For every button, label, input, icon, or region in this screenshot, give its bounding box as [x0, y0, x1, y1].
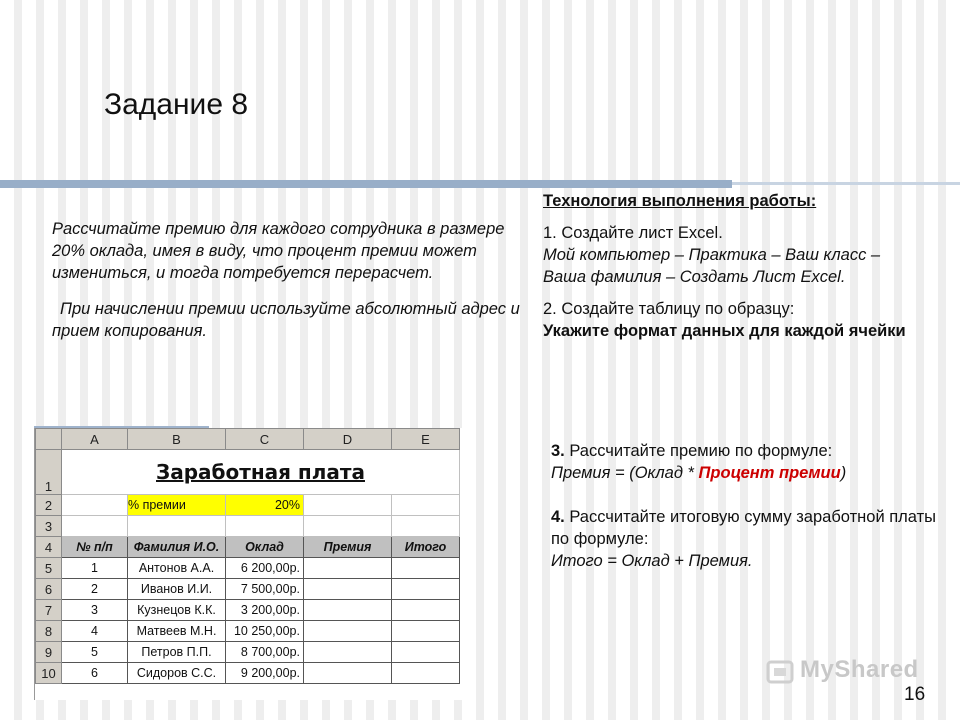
- slide-title: Задание 8: [104, 88, 249, 121]
- task-paragraph-2: При начислении премии используйте абсолютный адрес и прием копирования.: [52, 300, 520, 340]
- cell[interactable]: [392, 495, 460, 516]
- step-2-note: Укажите формат данных для каждой ячейки: [543, 322, 906, 340]
- table-row-number[interactable]: 6: [62, 663, 128, 684]
- table-row-bonus[interactable]: [304, 663, 392, 684]
- table-row-name[interactable]: Сидоров С.С.: [128, 663, 226, 684]
- table-row-salary[interactable]: 6 200,00р.: [226, 558, 304, 579]
- row-header-2[interactable]: 2: [36, 495, 62, 516]
- table-row-name[interactable]: Антонов А.А.: [128, 558, 226, 579]
- table-row-bonus[interactable]: [304, 600, 392, 621]
- table-row-salary[interactable]: 10 250,00р.: [226, 621, 304, 642]
- column-header-a[interactable]: A: [62, 429, 128, 450]
- step-1-title: 1. Создайте лист Excel.: [543, 224, 723, 242]
- watermark-logo-icon: [766, 658, 796, 688]
- step-2-title: 2. Создайте таблицу по образцу:: [543, 300, 795, 318]
- step-3-number: 3.: [551, 442, 565, 460]
- table-row-bonus[interactable]: [304, 642, 392, 663]
- table-row-salary[interactable]: 8 700,00р.: [226, 642, 304, 663]
- table-row-name[interactable]: Иванов И.И.: [128, 579, 226, 600]
- table-row-number[interactable]: 3: [62, 600, 128, 621]
- table-row-total[interactable]: [392, 621, 460, 642]
- step-4-formula: Итого = Оклад + Премия.: [551, 552, 753, 570]
- step-1-path: Мой компьютер – Практика – Ваш класс – Ваша фамилия – Создать Лист Excel.: [543, 246, 881, 286]
- step-4-title: Рассчитайте итоговую сумму заработной платы по формуле:: [551, 508, 937, 548]
- table-row-salary[interactable]: 3 200,00р.: [226, 600, 304, 621]
- cell[interactable]: [62, 495, 128, 516]
- spreadsheet-screenshot: [34, 428, 463, 700]
- table-row-total[interactable]: [392, 579, 460, 600]
- cell[interactable]: [304, 495, 392, 516]
- title-divider-thin: [732, 182, 960, 185]
- table-row-name[interactable]: Матвеев М.Н.: [128, 621, 226, 642]
- table-row-salary[interactable]: 7 500,00р.: [226, 579, 304, 600]
- column-header-c[interactable]: C: [226, 429, 304, 450]
- cell[interactable]: [226, 516, 304, 537]
- table-row-total[interactable]: [392, 600, 460, 621]
- column-header-b[interactable]: B: [128, 429, 226, 450]
- instructions: [543, 190, 923, 342]
- table-row-name[interactable]: Кузнецов К.К.: [128, 600, 226, 621]
- instructions-heading: Технология выполнения работы:: [543, 192, 817, 210]
- table-row-name[interactable]: Петров П.П.: [128, 642, 226, 663]
- step-3-formula-start: Премия = (Оклад *: [551, 464, 699, 482]
- table-header-bonus[interactable]: Премия: [304, 537, 392, 558]
- row-header-4[interactable]: 4: [36, 537, 62, 558]
- step-3-formula-end: ): [840, 464, 847, 482]
- cell[interactable]: [128, 516, 226, 537]
- cell[interactable]: [304, 516, 392, 537]
- table-header-salary[interactable]: Оклад: [226, 537, 304, 558]
- row-header-6[interactable]: 6: [36, 579, 62, 600]
- table-row-bonus[interactable]: [304, 579, 392, 600]
- table-header-name[interactable]: Фамилия И.О.: [128, 537, 226, 558]
- table-row-total[interactable]: [392, 642, 460, 663]
- cell[interactable]: [392, 516, 460, 537]
- row-header-3[interactable]: 3: [36, 516, 62, 537]
- percent-value-cell[interactable]: 20%: [226, 495, 304, 516]
- row-header-9[interactable]: 9: [36, 642, 62, 663]
- column-header-e[interactable]: E: [392, 429, 460, 450]
- percent-label-cell[interactable]: % премии: [128, 495, 226, 516]
- table-row-number[interactable]: 1: [62, 558, 128, 579]
- watermark-text: MyShared: [800, 656, 919, 683]
- step-4-number: 4.: [551, 508, 565, 526]
- step-4: [551, 506, 941, 572]
- row-header-8[interactable]: 8: [36, 621, 62, 642]
- table-row-number[interactable]: 5: [62, 642, 128, 663]
- table-row-total[interactable]: [392, 558, 460, 579]
- spreadsheet-grid: [35, 428, 460, 684]
- task-description: [52, 218, 522, 342]
- task-paragraph-1: Рассчитайте премию для каждого сотрудника в размере 20% оклада, имея в виду, что процент премии может измениться, и тогда потребуется перерасчет.: [52, 220, 505, 282]
- title-divider: [0, 180, 732, 188]
- column-header-d[interactable]: D: [304, 429, 392, 450]
- row-header-5[interactable]: 5: [36, 558, 62, 579]
- sheet-corner[interactable]: [36, 429, 62, 450]
- table-row-bonus[interactable]: [304, 558, 392, 579]
- table-header-number[interactable]: № п/п: [62, 537, 128, 558]
- row-header-10[interactable]: 10: [36, 663, 62, 684]
- table-row-salary[interactable]: 9 200,00р.: [226, 663, 304, 684]
- table-row-number[interactable]: 4: [62, 621, 128, 642]
- page-number: 16: [904, 684, 926, 705]
- table-header-total[interactable]: Итого: [392, 537, 460, 558]
- table-row-number[interactable]: 2: [62, 579, 128, 600]
- step-3-formula-highlight: Процент премии: [698, 464, 841, 482]
- step-3-title: Рассчитайте премию по формуле:: [564, 442, 833, 460]
- cell[interactable]: [62, 516, 128, 537]
- step-3: [551, 440, 941, 484]
- table-row-total[interactable]: [392, 663, 460, 684]
- table-row-bonus[interactable]: [304, 621, 392, 642]
- sheet-table-title[interactable]: Заработная плата: [62, 450, 460, 495]
- row-header-1[interactable]: 1: [36, 450, 62, 495]
- row-header-7[interactable]: 7: [36, 600, 62, 621]
